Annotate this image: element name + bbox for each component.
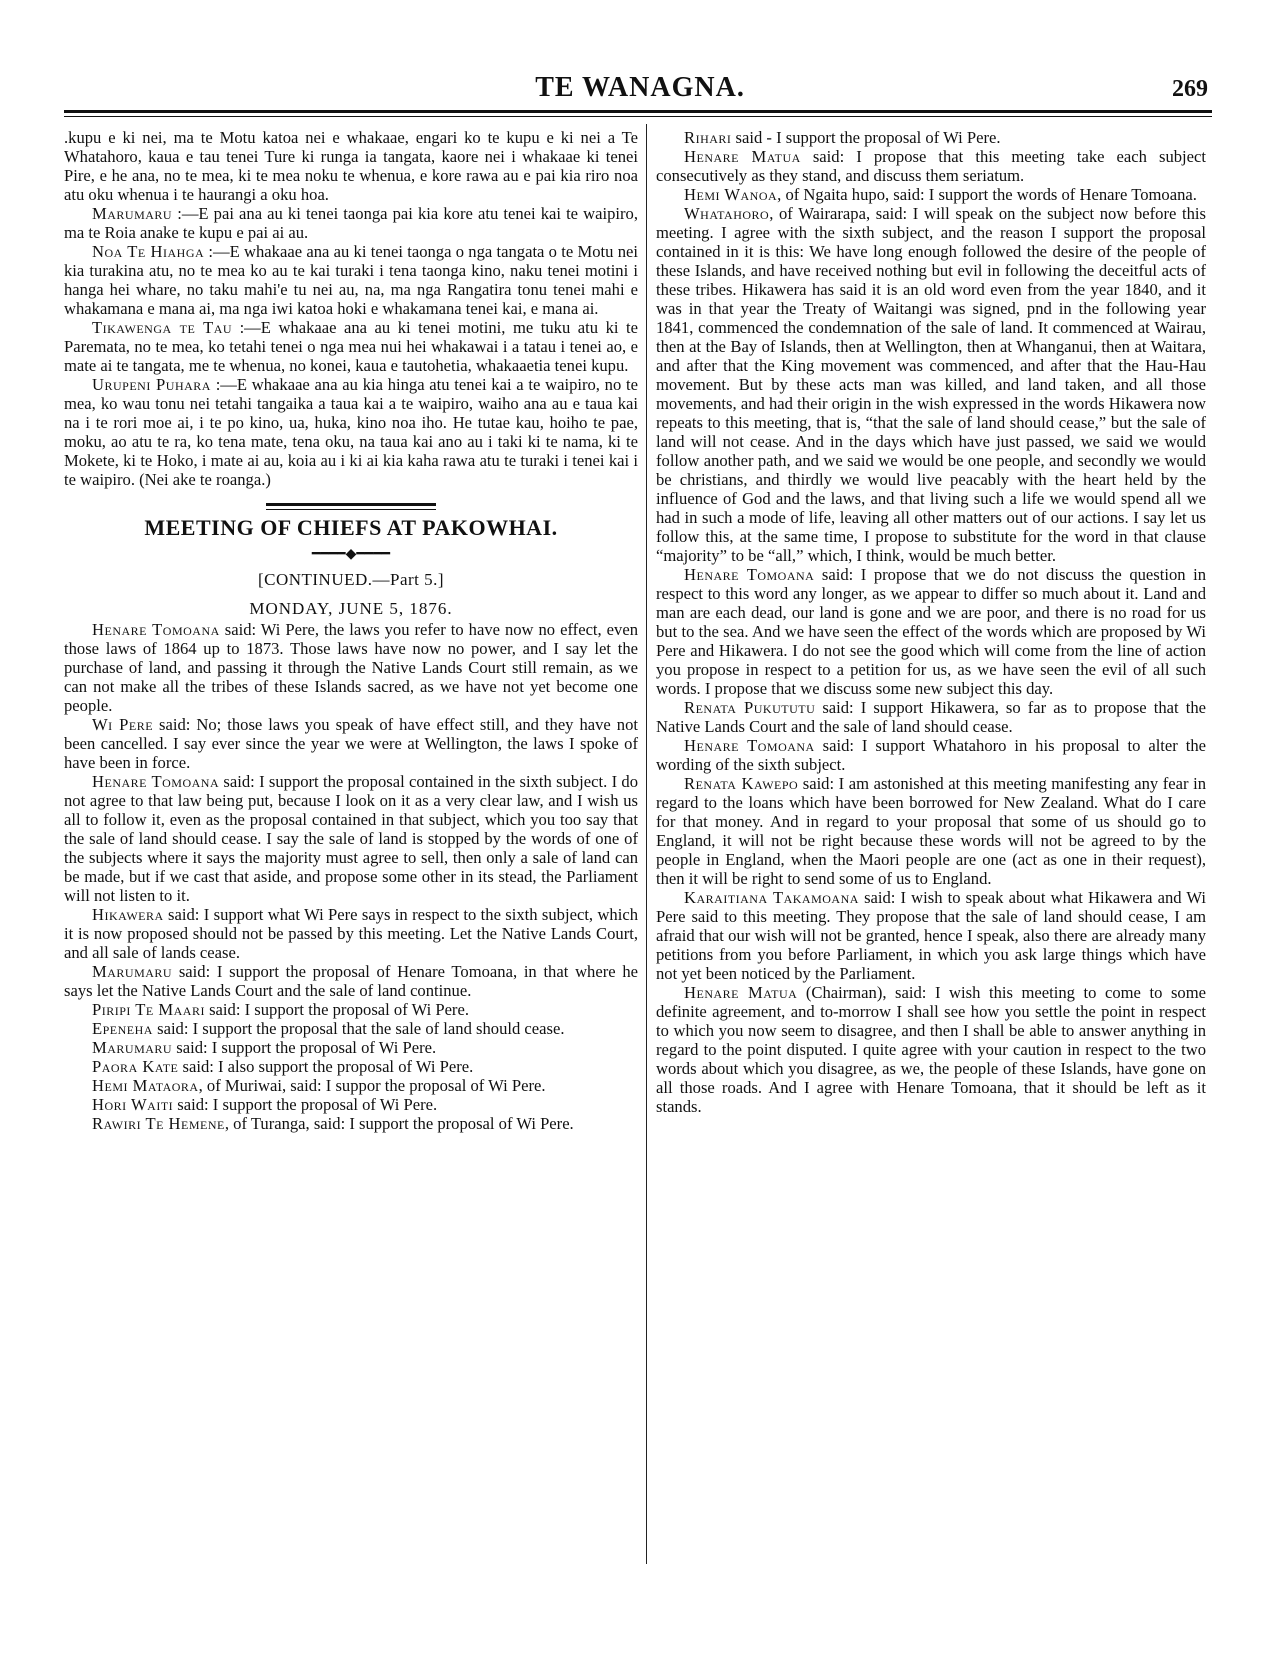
speaker-name: Marumaru [92,1038,173,1057]
speaker-name: Karaitiana Takamoana [684,888,859,907]
speaker-name: Whatahoro [684,204,770,223]
paragraph [656,147,1206,185]
column-divider [646,124,647,1564]
paragraph [64,1057,638,1076]
paragraph-text: said: I support the proposal of Henare Tomoana, in that where he says let the Native Lands Court and the sale of land continue. [64,962,638,1000]
speaker-name: Hikawera [92,905,164,924]
paragraph [656,983,1206,1116]
paragraph [64,1019,638,1038]
speaker-name: Henare Matua [684,983,798,1002]
paragraph [656,888,1206,983]
paragraph [64,204,638,242]
paragraph-text: :—E whakaae ana au ki tenei taonga o nga tangata o te Motu nei kia turakina atu, no te mea ko au te kai turaki i tena taonga kino, naku tenei motini i hanga hei whare, no taku mahi'e tu nei au, na, ma nga Rangatira tonu tenei mahi e whakamana e mana ai, ma nga iwi katoa hoki e whakamana tenei kai, e mana ai. [64,242,638,318]
paragraph [64,1076,638,1095]
paragraph-text: said: I propose that this meeting take each subject consecutively as they stand, and discuss them seriatum. [656,147,1206,185]
paragraph [64,772,638,905]
paragraph-text: (Chairman), said: I wish this meeting to come to some definite agreement, and to-morrow I shall see how you settle the point in respect to which you now seem to disagree, and then I shall be able to answer anything in regard to the point disputed. I quite agree with your caution in respect to the two words about which you disagree, as we, the people of these Islands, have gone on all those roads. And I agree with Henare Tomoana, that it should be left as it stands. [656,983,1206,1116]
speaker-name: Wi Pere [92,715,154,734]
paragraph-text: said: I support the proposal of Wi Pere. [172,1038,437,1057]
paragraph [64,375,638,489]
paragraph-text: said: I support what Wi Pere says in respect to the sixth subject, which it is now proposed should not be passed by this meeting. Let the Native Lands Court, and all sale of lands cease. [64,905,638,962]
article-body-continued [656,128,1206,1116]
paragraph-text: , of Turanga, said: I support the proposal of Wi Pere. [224,1114,574,1133]
paragraph-text: said: I support the proposal of Wi Pere. [204,1000,469,1019]
speaker-name: Rawiri Te Hemene [92,1114,225,1133]
paragraph-text: said: Wi Pere, the laws you refer to have now no effect, even those laws of 1864 up to 1873. Those laws have now no power, and I say let the purchase of land, and passing it through the Native Lands Court still remain, as we can not make all the tribes of these Islands sacred, as we have not yet become one people. [64,620,638,715]
paragraph-text: said: No; those laws you speak of have effect still, and they have not been cancelled. I say ever since the year we were at Wellington, the laws I spoke of have been in force. [64,715,638,772]
page-number: 269 [1172,76,1208,102]
paragraph-text: said: I wish to speak about what Hikawera and Wi Pere said to this meeting. They propose that the sale of land should cease, I am afraid that our wish will not be granted, hence I speak, also there are already many petitions from you before Parliament, in which you ask large things which have not yet been noticed by the Parliament. [656,888,1206,983]
paragraph-text: , of Ngaita hupo, said: I support the words of Henare Tomoana. [777,185,1197,204]
section-divider-rule [266,503,436,510]
paragraph-text: said: I propose that we do not discuss the question in respect to this word any longer, as we appear to differ so much about it. Land and man are each dead, our land is gone and we are poor, and there is no road for us but to the sea. And we have seen the effect of the words which are proposed by Wi Pere and Hikawera. I do not see the good which will come from the line of action you propose in respect to a petition for us, as we have seen the evil of all such words. I propose that we discuss some new subject this day. [656,565,1207,698]
paragraph [64,905,638,962]
paragraph [64,128,638,204]
speaker-name: Henare Tomoana [684,565,815,584]
paragraph [64,962,638,1000]
paragraph-text: said: I support the proposal that the sale of land should cease. [152,1019,565,1038]
speaker-name: Noa Te Hiahga [92,242,205,261]
paragraph-text: :—E whakaae ana au ki tenei motini, me tuku atu ki te Paremata, no te mea, ko tetahi tenei o nga mea nui hei whakawai i a tatau i tenei ao, e mate ai te tangata, me te whenua, no konei, kaua e tautohetia, whakaaetia tenei kupu. [64,318,638,375]
speaker-name: Piripi Te Maari [92,1000,205,1019]
speaker-name: Marumaru [92,962,173,981]
paragraph-text: said: I support Whatahoro in his proposal to alter the wording of the sixth subject. [656,736,1206,774]
article-subheading: [CONTINUED.—Part 5.] [257,570,445,589]
ornament-divider: ━━━━◆━━━━ [311,547,391,562]
paragraph-text: said: I support the proposal contained in the sixth subject. I do not agree to that law being put, because I look on it as a very clear law, and I wish us all to follow it, even as the proposal contained in that subject, which you too say that the sale of land should cease. I say the sale of land is stopped by the words of one of the subjects where it says the majority must agree to sell, then only a sale of land can be made, but if we cast that aside, and propose some other in its stead, the Parliament will not listen to it. [64,772,638,905]
paragraph [64,1038,638,1057]
newspaper-title: TE WANAGNA. [535,72,745,103]
paragraph [64,1000,638,1019]
paragraph-text: said: I support Hikawera, so far as to propose that the Native Lands Court and the sale of land should cease. [656,698,1206,736]
paragraph [64,242,638,318]
paragraph-text: said: I am astonished at this meeting manifesting any fear in regard to the loans which have been borrowed for New Zealand. What do I care for that money. And in regard to your proposal that some of us should go to England, it will not be right because these words will not be agreed to by the people in England, when the Maori people are one (act as one in their request), then it will be right to send some of us to England. [656,774,1206,888]
paragraph [656,185,1206,204]
paragraph-text: said: I also support the proposal of Wi Pere. [178,1057,474,1076]
paragraph [656,565,1206,698]
paragraph [656,774,1206,888]
paragraph [656,128,1206,147]
right-column [656,128,1206,1116]
speaker-name: Paora Kate [92,1057,179,1076]
speaker-name: Henare Matua [684,147,801,166]
left-column [64,128,638,1133]
maori-text-section [64,128,638,489]
speaker-name: Tikawenga te Tau [92,318,233,337]
paragraph [656,698,1206,736]
header-rule-thin [64,116,1212,117]
paragraph [64,620,638,715]
paragraph-text: .kupu e ki nei, ma te Motu katoa nei e whakaae, engari ko te kupu e ki nei a Te Whatahoro, kaua e tau tenei Ture ki runga ia tangata, kaore nei i whakaae ki tenei Pire, e he ana, no te mea, ki te mea noku te whenua, e kore rawa au e pai kia riro noa atu oku whenua i te haurangi a oku hoa. [64,128,638,204]
paragraph-text: said - I support the proposal of Wi Pere. [731,128,1001,147]
speaker-name: Urupeni Puhara [92,375,211,394]
paragraph [64,715,638,772]
paragraph [64,1095,638,1114]
paragraph [64,1114,638,1133]
speaker-name: Hemi Wanoa [684,185,778,204]
speaker-name: Henare Tomoana [92,620,220,639]
paragraph [656,204,1206,565]
header-rule [64,110,1212,113]
speaker-name: Renata Kawepo [684,774,799,793]
paragraph-text: , of Muriwai, said: I suppor the proposal of Wi Pere. [198,1076,546,1095]
paragraph [64,318,638,375]
speaker-name: Hemi Mataora [92,1076,199,1095]
paragraph-text: , of Wairarapa, said: I will speak on the subject now before this meeting. I agree with the sixth subject, and the reason I support the proposal contained in it is this: We have long enough followed the desire of the people of these Islands, and have received nothing but evil in following the deceitful acts of these tribes. Hikawera has said it is an old word even from the year 1840, and it was in that year the Treaty of Waitangi was signed, pnd in the following year 1841, commenced the condemnation of the sale of land. It commenced at Wairau, then at the Bay of Islands, then at Wellington, then at Whanganui, then at Waitara, and after that the King movement was commenced, and after that the Hau-Hau movement. But by these acts man was killed, and land taken, and all those movements, and had their origin in the wish expressed in the words Hikawera now repeats to this meeting, that is, “that the sale of land should cease,” but the sale of land will not cease. And in the days which have just passed, we said we would follow another path, and we said we would be one people, and secondly we would be christians, and thirdly we would live peacably with the heart held by the influence of God and the laws, and that living such a life we would spend all we had in such a mode of life, leaving all other matters out of our actions. I say let us follow this, at the same time, I propose to substitute for the word in that clause “majority” to be “all,” which, I think, would be much better. [656,204,1206,565]
paragraph-text: :—E pai ana au ki tenei taonga pai kia kore atu tenei kai te waipiro, ma te Roia anake te kupu e pai ai au. [64,204,638,242]
article-date: MONDAY, JUNE 5, 1876. [249,599,453,618]
speaker-name: Marumaru [92,204,173,223]
masthead [0,72,1280,108]
article-body [64,620,638,1133]
speaker-name: Renata Pukututu [684,698,816,717]
paragraph-text: :—E whakaae ana au kia hinga atu tenei kai a te waipiro, no te mea, ko wau tonu nei tetahi tangaika a taua kai a te waipiro, waiho ana au e taua kai na i te rori moe ai, i te po kino, ua, huka, kino noa iho. He tutae kau, hoiho te pae, moku, ao atu te ra, ko tena mate, tena oku, na taua kai ano au i taki ki te nama, ki te Mokete, ki te Hoko, i mate ai au, koia au i ki ai kia kaha rawa atu te turaki i tenei kai i te waipiro. (Nei ake te roanga.) [64,375,638,489]
speaker-name: Epeneha [92,1019,153,1038]
speaker-name: Hori Waiti [92,1095,174,1114]
speaker-name: Henare Tomoana [684,736,815,755]
speaker-name: Rihari [684,128,732,147]
article-heading: MEETING OF CHIEFS AT PAKOWHAI. [144,515,558,540]
paragraph-text: said: I support the proposal of Wi Pere. [173,1095,438,1114]
speaker-name: Henare Tomoana [92,772,220,791]
paragraph [656,736,1206,774]
